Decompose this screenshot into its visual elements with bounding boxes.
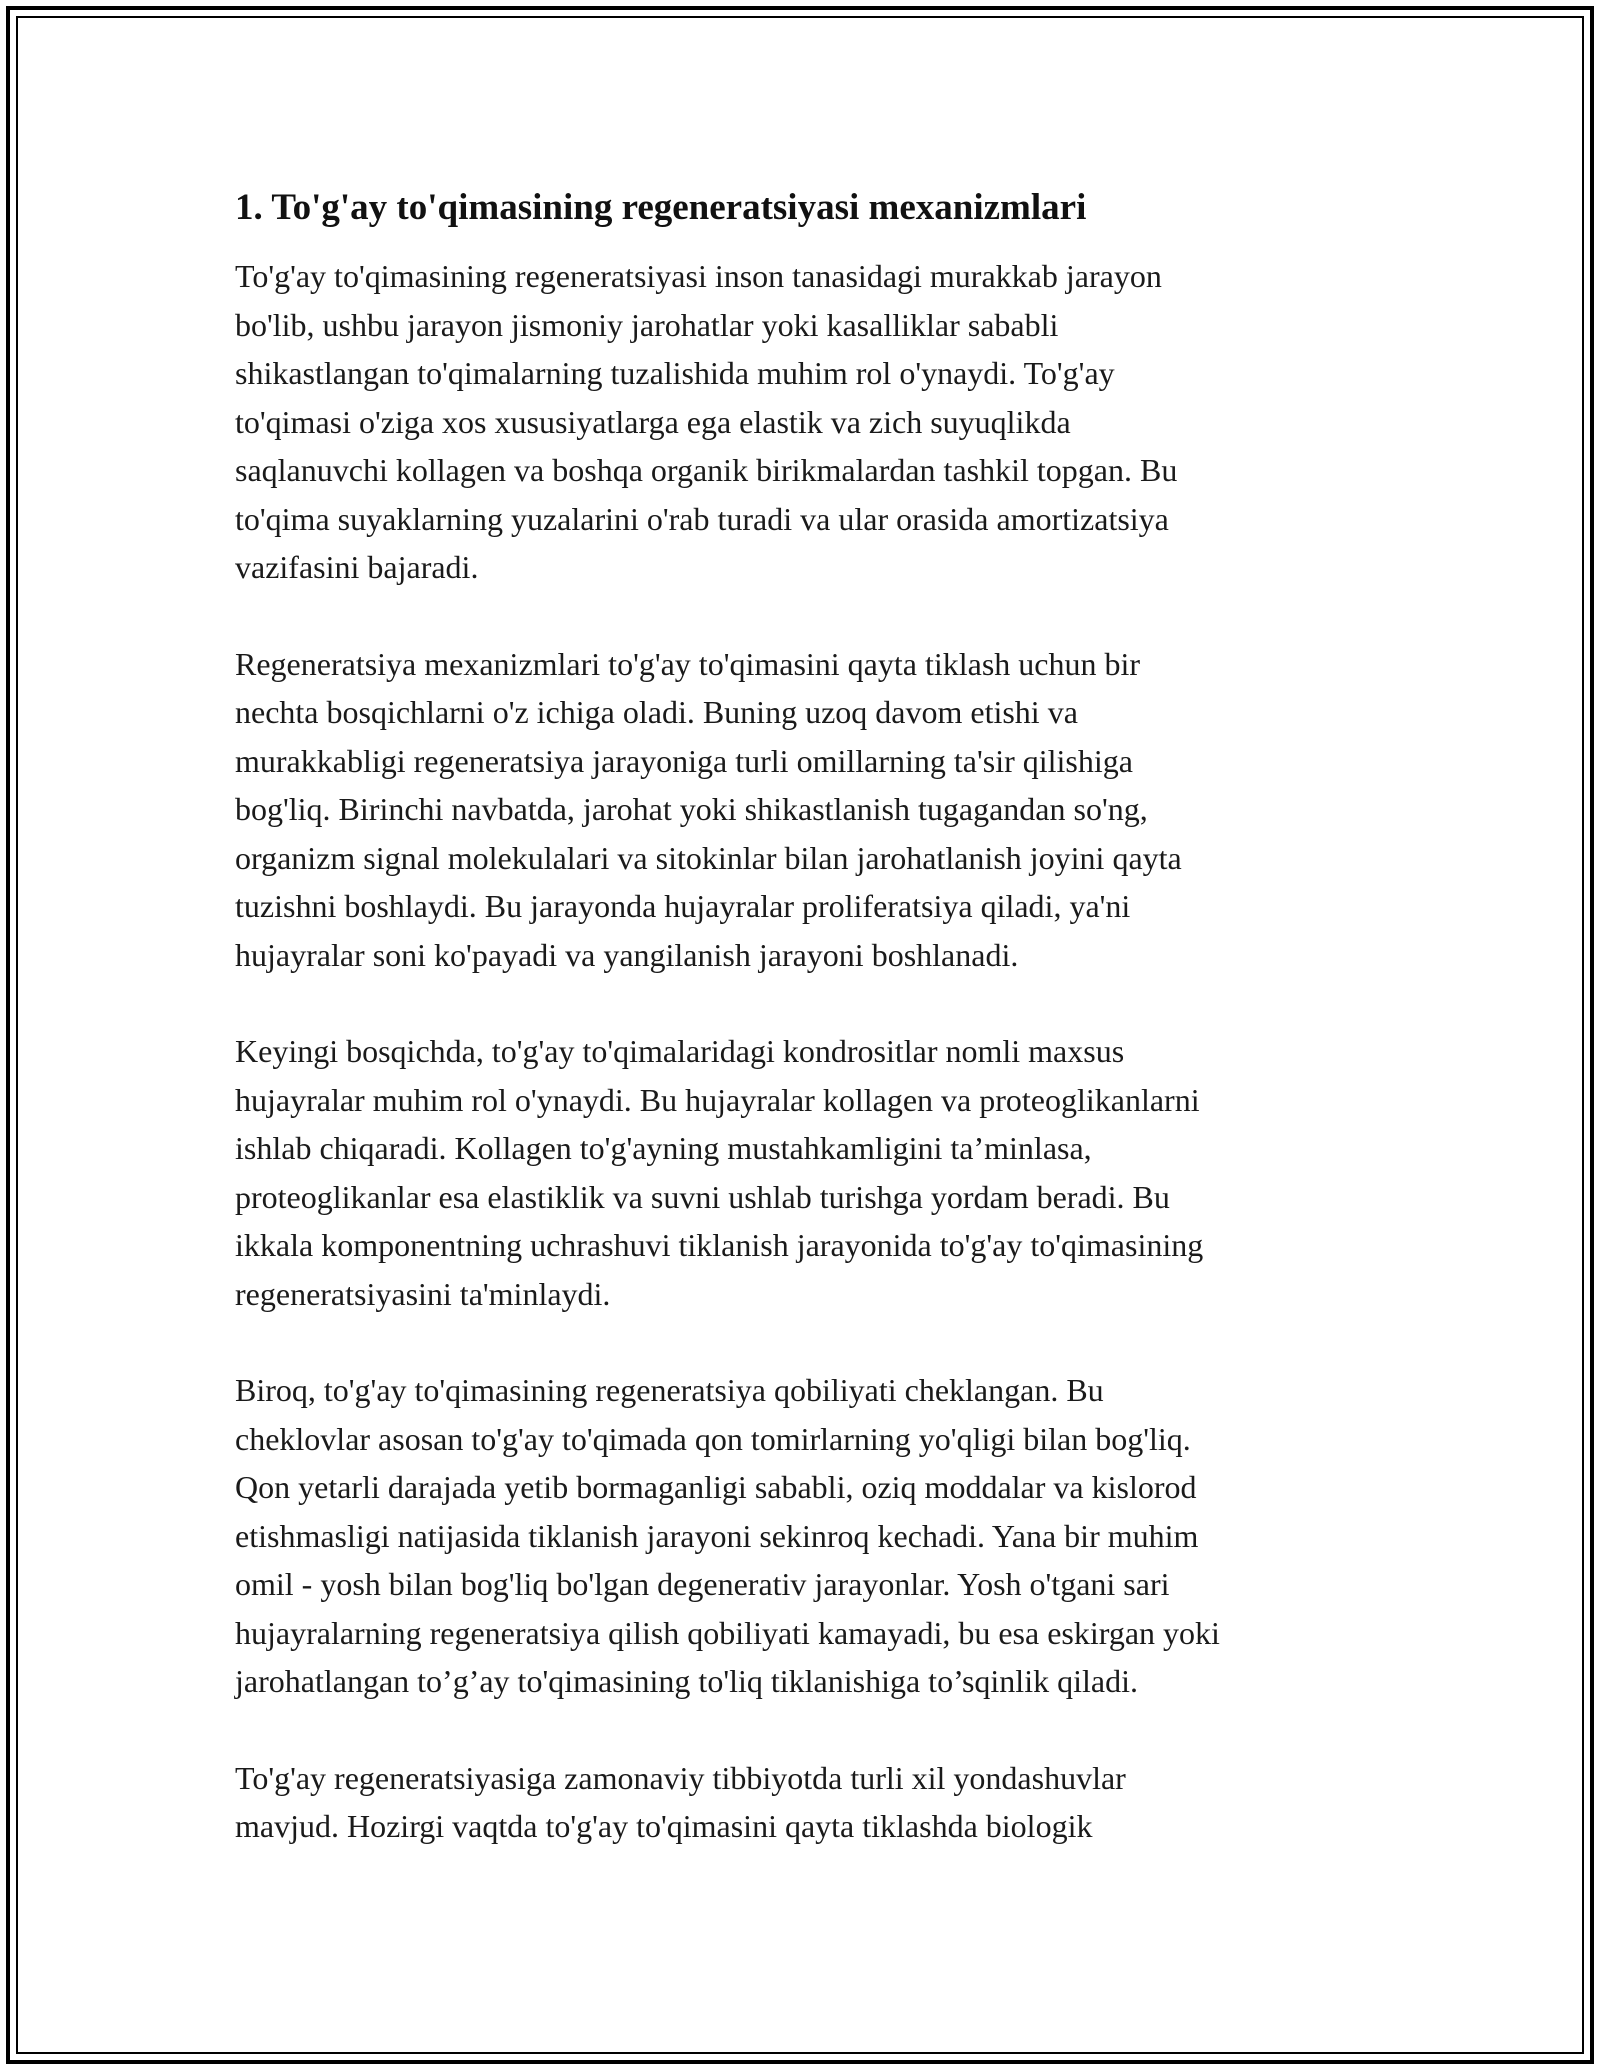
text-line: hujayralar muhim rol o'ynaydi. Bu hujayralar kollagen va proteoglikanlarni: [235, 1081, 1200, 1118]
text-line: to'qima suyaklarning yuzalarini o'rab turadi va ular orasida amortizatsiya: [235, 500, 1169, 537]
paragraph: [235, 640, 1380, 980]
text-line: cheklovlar asosan to'g'ay to'qimada qon tomirlarning yo'qligi bilan bog'liq.: [235, 1420, 1191, 1457]
text-line: etishmasligi natijasida tiklanish jarayoni sekinroq kechadi. Yana bir muhim: [235, 1517, 1199, 1554]
text-line: Qon yetarli darajada yetib bormaganligi sababli, oziq moddalar va kislorod: [235, 1469, 1197, 1506]
text-line: Biroq, to'g'ay to'qimasining regeneratsiya qobiliyati cheklangan. Bu: [235, 1372, 1104, 1409]
paragraph: [235, 1366, 1380, 1706]
text-line: bo'lib, ushbu jarayon jismoniy jarohatlar yoki kasalliklar sababli: [235, 306, 1059, 343]
text-line: regeneratsiyasini ta'minlaydi.: [235, 1275, 611, 1312]
text-line: To'g'ay regeneratsiyasiga zamonaviy tibbiyotda turli xil yondashuvlar: [235, 1759, 1126, 1796]
text-line: Regeneratsiya mexanizmlari to'g'ay to'qimasini qayta tiklash uchun bir: [235, 645, 1141, 682]
text-line: hujayralarning regeneratsiya qilish qobiliyati kamayadi, bu esa eskirgan yoki: [235, 1614, 1220, 1651]
text-line: hujayralar soni ko'payadi va yangilanish jarayoni boshlanadi.: [235, 936, 1019, 973]
text-line: mavjud. Hozirgi vaqtda to'g'ay to'qimasini qayta tiklashda biologik: [235, 1808, 1093, 1845]
text-line: ikkala komponentning uchrashuvi tiklanish jarayonida to'g'ay to'qimasining: [235, 1227, 1204, 1264]
text-line: vazifasini bajaradi.: [235, 549, 479, 586]
section-heading: 1. To'g'ay to'qimasining regeneratsiyasi mexanizmlari: [235, 187, 1087, 228]
paragraph: [235, 252, 1380, 592]
text-line: Keyingi bosqichda, to'g'ay to'qimalaridagi kondrositlar nomli maxsus: [235, 1033, 1125, 1070]
text-line: saqlanuvchi kollagen va boshqa organik birikmalardan tashkil topgan. Bu: [235, 452, 1178, 489]
text-line: nechta bosqichlarni o'z ichiga oladi. Buning uzoq davom etishi va: [235, 694, 1078, 731]
document-body: [235, 186, 1380, 1899]
text-line: jarohatlangan to’g’ay to'qimasining to'liq tiklanishiga to’sqinlik qiladi.: [235, 1663, 1138, 1700]
text-line: organizm signal molekulalari va sitokinlar bilan jarohatlanish joyini qayta: [235, 839, 1182, 876]
paragraph: [235, 1754, 1380, 1851]
text-line: tuzishni boshlaydi. Bu jarayonda hujayralar proliferatsiya qiladi, ya'ni: [235, 888, 1131, 925]
text-line: shikastlangan to'qimalarning tuzalishida muhim rol o'ynaydi. To'g'ay: [235, 355, 1115, 392]
text-line: to'qimasi o'ziga xos xususiyatlarga ega elastik va zich suyuqlikda: [235, 403, 1071, 440]
text-line: To'g'ay to'qimasining regeneratsiyasi inson tanasidagi murakkab jarayon: [235, 258, 1162, 295]
text-line: proteoglikanlar esa elastiklik va suvni ushlab turishga yordam beradi. Bu: [235, 1178, 1170, 1215]
text-line: omil - yosh bilan bog'liq bo'lgan degenerativ jarayonlar. Yosh o'tgani sari: [235, 1566, 1170, 1603]
text-line: ishlab chiqaradi. Kollagen to'g'ayning mustahkamligini ta’minlasa,: [235, 1130, 1092, 1167]
paragraph: [235, 1027, 1380, 1318]
text-line: bog'liq. Birinchi navbatda, jarohat yoki shikastlanish tugagandan so'ng,: [235, 791, 1148, 828]
text-line: murakkabligi regeneratsiya jarayoniga turli omillarning ta'sir qilishiga: [235, 742, 1133, 779]
